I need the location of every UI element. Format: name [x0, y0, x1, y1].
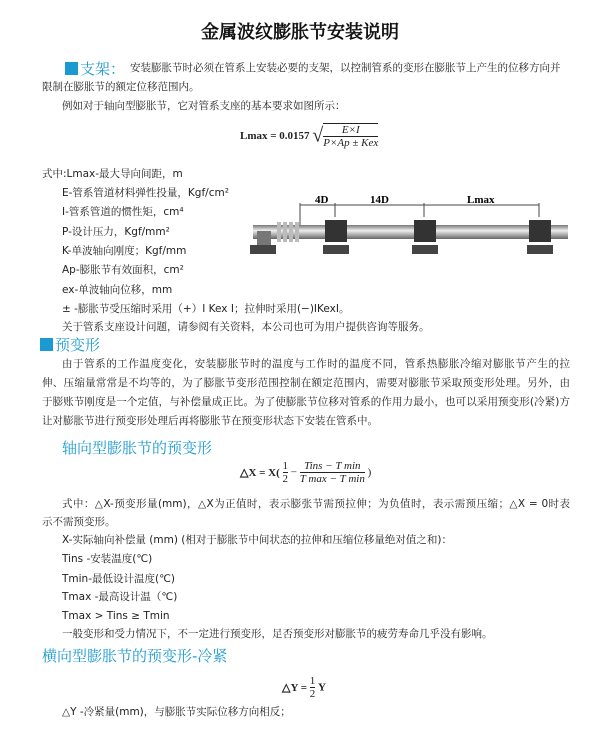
- def-line: ± -膨胀节受压缩时采用（+）I Kex I；拉伸时采用(−)IKexI。: [62, 303, 350, 315]
- denominator: 2: [282, 473, 289, 485]
- lmax-formula: [240, 123, 378, 149]
- formula-fraction: [323, 123, 378, 149]
- axial-formula: [240, 460, 371, 485]
- def-line: K-单波轴向刚度；Kgf/mm: [62, 245, 187, 257]
- axial-def: Tmin-最低设计温度(℃): [62, 573, 175, 585]
- support-heading: [65, 58, 125, 79]
- numerator: 1: [309, 675, 316, 687]
- half-fraction: [310, 675, 316, 700]
- lateral-text: △Y -冷紧量(mm)，与膨胀节实际位移方向相反；: [62, 706, 291, 718]
- axial-def: Tins -安装温度(℃): [62, 553, 153, 565]
- close-paren: ): [367, 466, 372, 479]
- square-bullet-icon: [65, 62, 78, 75]
- def-line: ex-单波轴向位移，mm: [62, 284, 173, 296]
- temp-fraction: [300, 460, 365, 485]
- dim-label-14d: 14D: [370, 195, 389, 206]
- square-root-sign: √: [312, 124, 324, 147]
- para-line: 由于管系的工作温度变化，安装膨胀节时的温度与工作时的温度不同，管系热膨胀冷缩对膨胀节产生的拉: [62, 358, 570, 370]
- axial-text: 式中：△X-预变形量(mm)，△X为正值时，表示膨张节需预拉伸；为负值时，表示需预压缩；△X = 0时表: [62, 498, 570, 510]
- numerator: 1: [282, 460, 289, 472]
- para-line: 于膨账节刚度是一个定值，与补偿量成正比。为了使膨胀节位移对管系的作用力最小，也可以采用预变形(冷紧)方: [42, 396, 570, 408]
- denominator: 2: [309, 688, 316, 700]
- minus: −: [290, 466, 297, 479]
- dim-label-4d: 4D: [315, 195, 329, 206]
- axial-def: Tmax -最高设计温（℃): [62, 591, 178, 603]
- def-line: Ap-膨胀节有效面积，cm²: [62, 264, 184, 276]
- axial-def: 一般变形和受力情况下，不一定进行预变形，足否预变形对膨胀节的疲劳寿命几乎没有影响。: [62, 628, 493, 640]
- denominator: P×Ap ± Kex: [323, 137, 379, 149]
- formula-lhs: △X = X(: [240, 467, 280, 479]
- def-line: I-管系管道的惯性矩，cm⁴: [62, 206, 184, 218]
- para-line: 伸、压缩量常常是不均等的，为了膨胀节变形范围控制在额定范围内，需要对膨胀节采取预变形处理。另外，由: [42, 377, 570, 389]
- half-fraction: [283, 460, 289, 485]
- lateral-heading: 横向型膨胀节的预变形-冷紧: [42, 647, 228, 665]
- axial-def: X-实际轴向补偿量 (mm) (相对于膨胀节中间状态的拉伸和压缩位移量绝对值之和)：: [62, 534, 452, 546]
- def-line: 式中:Lmax-最大导向间距，m: [42, 168, 183, 180]
- support-line-1: 安装膨胀节时必须在管系上安装必要的支架，以控制管系的变形在膨胀节上产生的位移方向并: [130, 62, 561, 74]
- lateral-formula: [282, 675, 326, 700]
- square-bullet-icon: [40, 338, 53, 351]
- def-line: 关于管系支座设计问题，请参阅有关资料，本公司也可为用户提供咨询等服务。: [62, 321, 430, 333]
- numerator: Tins − T min: [300, 460, 365, 473]
- def-line: E-管系管道材料弹性投量，Kgf/cm²: [62, 187, 229, 199]
- axial-text: 示不需预变形。: [42, 516, 116, 528]
- def-line: P-设计压力，Kgf/mm²: [62, 226, 170, 238]
- support-line-2: 限制在膨胀节的额定位移范围内。: [42, 81, 200, 93]
- axial-def: Tmax > Tins ≥ Tmin: [62, 610, 170, 622]
- predeform-heading: [40, 334, 100, 355]
- dim-label-lmax: Lmax: [467, 195, 495, 206]
- formula-lhs: △Y =: [282, 682, 308, 694]
- axial-heading: 轴向型膨胀节的预变形: [62, 439, 213, 457]
- support-spacing-diagram: [245, 195, 575, 265]
- predeform-heading-text: 预变形: [55, 336, 101, 354]
- formula-lhs: Lmax = 0.0157: [240, 130, 310, 142]
- formula-rhs: Y: [318, 681, 326, 694]
- denominator: T max − T min: [299, 473, 365, 485]
- para-line: 让对膨胀节进行预变形处理后再将膨胀节在预变形状态下安装在管系中。: [42, 415, 378, 427]
- support-line-3: 例如对于轴向型膨胀节，它对管系支座的基本要求如图所示：: [62, 100, 346, 112]
- pipe: [253, 225, 568, 239]
- page-title: 金属波纹膨胀节安装说明: [201, 22, 399, 43]
- numerator: E×I: [323, 124, 378, 137]
- support-heading-text: 支架：: [80, 60, 126, 78]
